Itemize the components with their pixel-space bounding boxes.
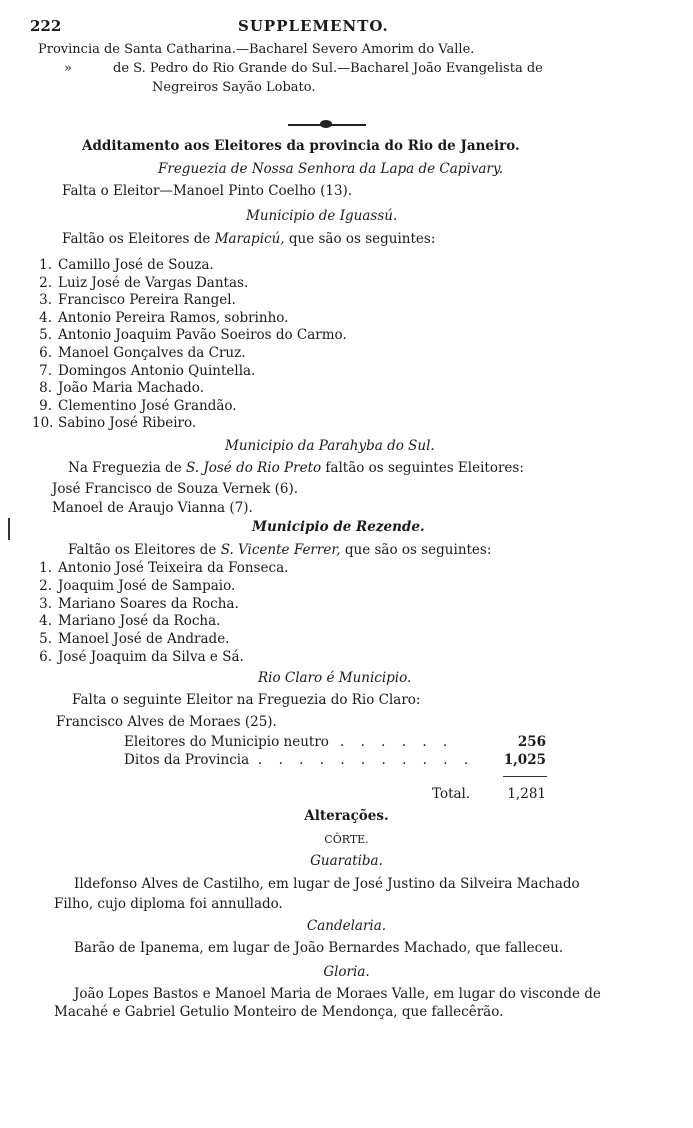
- name-rio-claro: Francisco Alves de Moraes (25).: [56, 714, 277, 730]
- list-item-name: Mariano Soares da Rocha.: [58, 595, 239, 612]
- list-item: [32, 257, 214, 273]
- list-item-name: Luiz José de Vargas Dantas.: [58, 274, 249, 291]
- list-item-number: 1.: [39, 560, 52, 576]
- intro-iguassu: [62, 231, 435, 247]
- totals-row-2-label: Ditos da Provincia: [124, 752, 250, 768]
- list-item: [32, 613, 220, 629]
- list-item-number: 1.: [39, 257, 52, 273]
- guaratiba-line-1: Ildefonso Alves de Castilho, em lugar de José Justino da Silveira Machado: [74, 876, 580, 892]
- list-item-name: Sabino José Ribeiro.: [58, 415, 197, 432]
- list-item-number: 5.: [39, 327, 52, 344]
- list-item-name: Francisco Pereira Rangel.: [58, 292, 236, 309]
- list-item-name: Domingos Antonio Quintella.: [58, 362, 256, 379]
- list-item-name: Antonio Pereira Ramos, sobrinho.: [58, 309, 289, 326]
- list-item-name: Joaquim José de Sampaio.: [58, 577, 236, 594]
- sum-line: [503, 776, 547, 777]
- ornament-icon: [320, 120, 332, 128]
- list-item-number: 2.: [39, 274, 52, 291]
- heading-freguezia-lapa: Freguezia de Nossa Senhora da Lapa de Capivary.: [158, 161, 504, 177]
- list-item: [32, 560, 288, 576]
- list-item-name: Manoel Gonçalves da Cruz.: [58, 345, 246, 361]
- intro-parahyba: [68, 460, 524, 476]
- total-label: Total.: [432, 786, 471, 802]
- list-item: [32, 310, 288, 326]
- candelaria-heading: Candelaria.: [306, 918, 387, 934]
- list-item-number: 2.: [39, 577, 52, 594]
- total-value: 1,281: [507, 786, 546, 802]
- list-item: [32, 292, 236, 308]
- list-item-number: 10.: [32, 415, 54, 432]
- entry-rio-grande: de S. Pedro do Rio Grande do Sul.—Bacharel João Evangelista de: [113, 61, 543, 76]
- list-item-number: 9.: [39, 397, 52, 414]
- page-number: 222: [30, 17, 62, 35]
- heading-rezende: Municipio de Rezende.: [252, 519, 425, 535]
- heading-rio-claro: Rio Claro é Municipio.: [258, 670, 412, 686]
- list-item: [32, 345, 246, 361]
- list-item-number: 6.: [39, 345, 52, 361]
- list-item-number: 4.: [39, 613, 52, 630]
- running-title: SUPPLEMENTO.: [238, 17, 389, 35]
- totals-row-2-value: 1,025: [503, 752, 546, 768]
- list-item-number: 3.: [39, 595, 52, 612]
- alteracoes-title: Alterações.: [304, 808, 389, 824]
- list-item: [32, 327, 347, 343]
- list-item-number: 5.: [39, 631, 52, 648]
- list-item: [32, 596, 239, 612]
- totals-row-1-value: 256: [517, 734, 546, 750]
- text-rio-claro: Falta o seguinte Eleitor na Freguezia do Rio Claro:: [72, 692, 421, 708]
- intro-text: que são os seguintes:: [284, 231, 436, 247]
- list-item: [32, 631, 229, 647]
- intro-text: faltão os seguintes Eleitores:: [321, 460, 524, 476]
- list-item: [32, 398, 237, 414]
- totals-row-1-dots: . . . . . .: [340, 734, 454, 750]
- list-item-name: Mariano José da Rocha.: [58, 613, 221, 630]
- list-item-name: Clementino José Grandão.: [58, 397, 237, 414]
- entry-santa-catharina: Provincia de Santa Catharina.—Bacharel Severo Amorim do Valle.: [38, 42, 475, 57]
- gloria-line-2: Macahé e Gabriel Getulio Monteiro de Mendonça, que fallecêrão.: [54, 1004, 504, 1020]
- heading-parahyba: Municipio da Parahyba do Sul.: [225, 438, 435, 454]
- list-item: [32, 275, 248, 291]
- parahyba-line-1: José Francisco de Souza Vernek (6).: [52, 481, 299, 497]
- totals-row-2-dots: . . . . . . . . . . .: [258, 752, 475, 768]
- list-item: [32, 363, 255, 379]
- heading-iguassu: Municipio de Iguassú.: [246, 208, 398, 224]
- intro-text: Faltão os Eleitores de: [62, 231, 215, 247]
- intro-place: S. José do Rio Preto: [185, 460, 322, 476]
- guaratiba-heading: Guaratiba.: [310, 853, 383, 869]
- margin-mark: [8, 518, 10, 540]
- intro-place: Marapicú,: [214, 231, 285, 247]
- list-item: [32, 415, 196, 431]
- list-item-name: Manoel José de Andrade.: [58, 631, 230, 648]
- list-item-name: Camillo José de Souza.: [58, 257, 214, 273]
- corte-heading: CÔRTE.: [324, 833, 369, 846]
- text-lapa: Falta o Eleitor—Manoel Pinto Coelho (13).: [62, 183, 353, 199]
- list-item: [32, 578, 235, 594]
- list-item: [32, 649, 244, 665]
- list-item-name: Antonio Joaquim Pavão Soeiros do Carmo.: [58, 327, 347, 344]
- entry-rio-grande-cont: Negreiros Sayão Lobato.: [152, 80, 316, 95]
- ditto-mark: »: [64, 61, 72, 76]
- intro-place: S. Vicente Ferrer,: [220, 542, 341, 558]
- parahyba-line-2: Manoel de Araujo Vianna (7).: [52, 500, 253, 516]
- list-item-number: 6.: [39, 649, 52, 665]
- intro-text: que são os seguintes:: [340, 542, 492, 558]
- gloria-heading: Gloria.: [323, 964, 370, 980]
- list-item-number: 7.: [39, 362, 52, 379]
- guaratiba-line-2: Filho, cujo diploma foi annullado.: [54, 896, 283, 912]
- section-title: Additamento aos Eleitores da provincia do Rio de Janeiro.: [82, 138, 520, 154]
- list-item-number: 3.: [39, 292, 52, 309]
- list-item-number: 4.: [39, 309, 52, 326]
- candelaria-line-1: Barão de Ipanema, em lugar de João Bernardes Machado, que falleceu.: [74, 940, 564, 956]
- intro-text: Faltão os Eleitores de: [68, 542, 221, 558]
- totals-row-1-label: Eleitores do Municipio neutro: [124, 734, 329, 750]
- list-item-name: José Joaquim da Silva e Sá.: [58, 649, 244, 665]
- list-item: [32, 380, 204, 396]
- list-item-number: 8.: [39, 380, 52, 397]
- list-item-name: Antonio José Teixeira da Fonseca.: [58, 560, 289, 576]
- intro-rezende: [68, 542, 491, 558]
- list-item-name: João Maria Machado.: [58, 380, 204, 397]
- gloria-line-1: João Lopes Bastos e Manoel Maria de Moraes Valle, em lugar do visconde de: [74, 986, 601, 1002]
- intro-text: Na Freguezia de: [68, 460, 186, 476]
